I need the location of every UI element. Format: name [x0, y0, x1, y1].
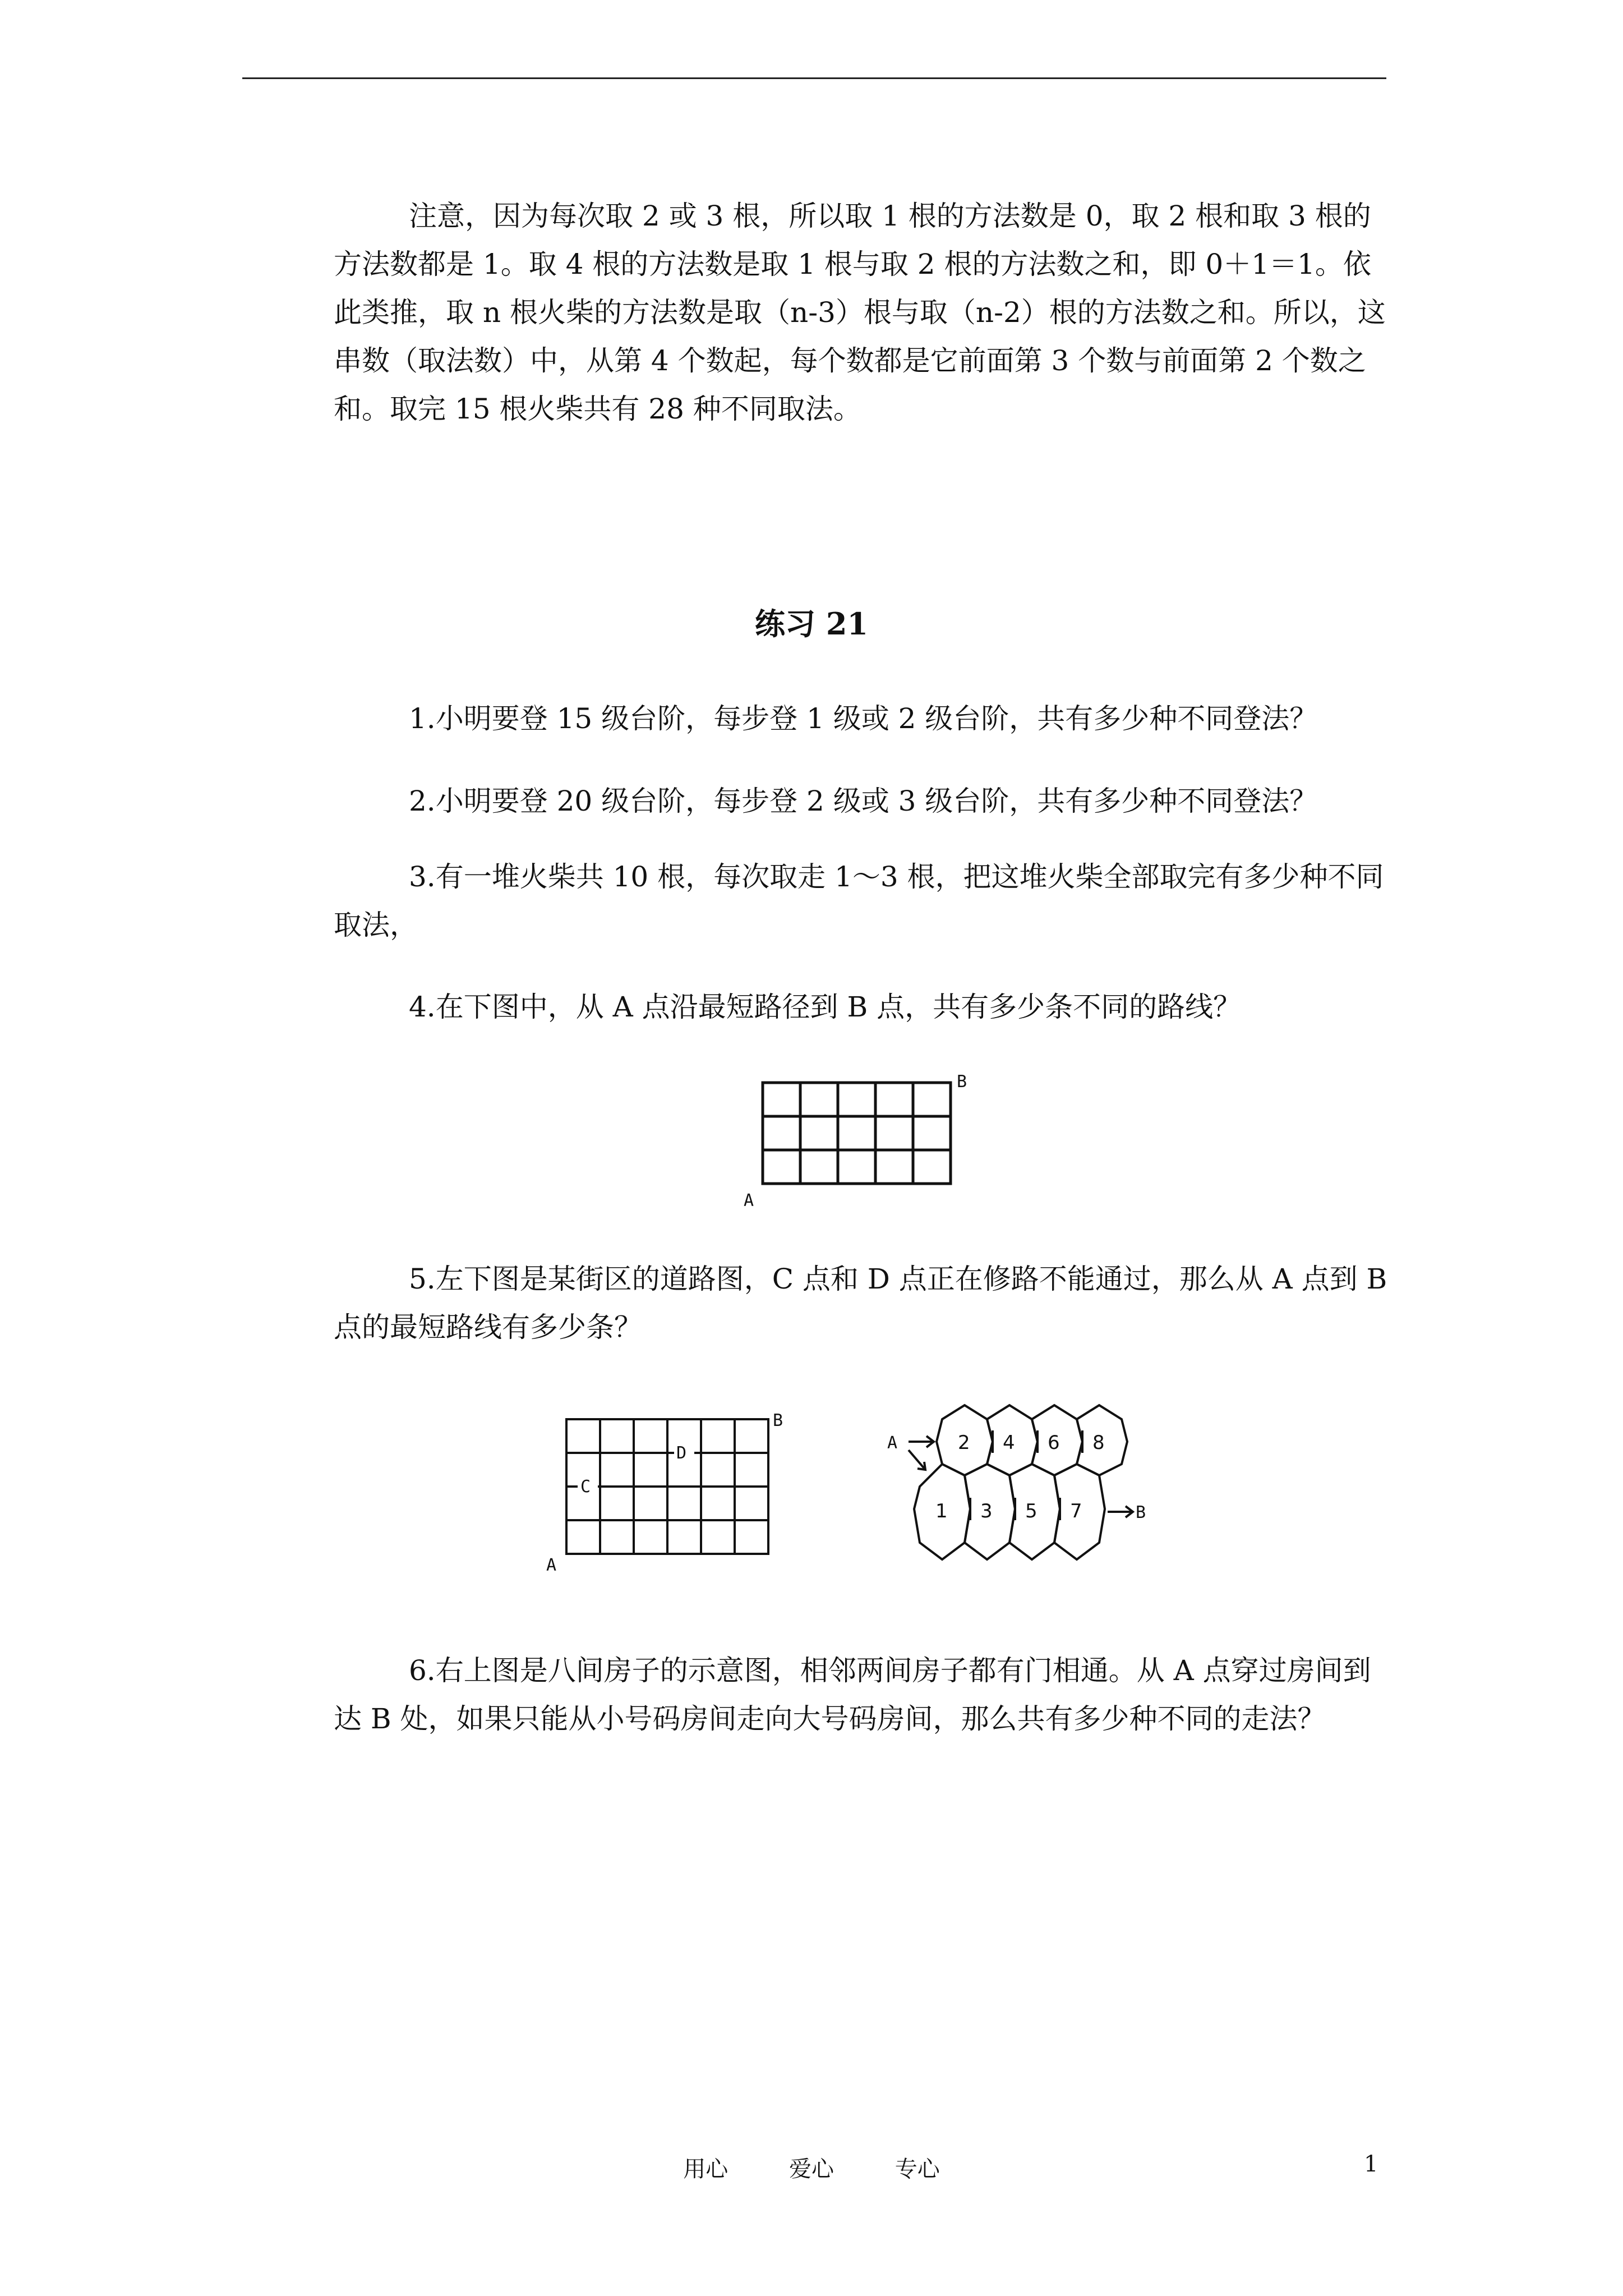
room-6-number: 6 — [1048, 1432, 1060, 1454]
room-3-number: 3 — [980, 1500, 993, 1522]
question-3: 3.有一堆火柴共 10 根，每次取走 1～3 根，把这堆火柴全部取完有多少种不同取法， — [334, 861, 1384, 941]
footer-motto — [0, 2151, 1623, 2183]
question-5: 5.左下图是某街区的道路图，C 点和 D 点正在修路不能通过，那么从 A 点到 B 点的最短路线有多少条？ — [334, 1263, 1387, 1343]
room-7-number: 7 — [1070, 1500, 1082, 1522]
footer-middle: 爱心 — [789, 2156, 834, 2182]
fig5-label-b: B — [773, 1411, 783, 1430]
room-5-number: 5 — [1025, 1500, 1038, 1522]
figure-6-rooms — [886, 1397, 1200, 1588]
section-title: 练习 21 — [755, 606, 868, 642]
fig6-label-a: A — [887, 1433, 898, 1453]
fig4-label-a: A — [744, 1191, 754, 1211]
intro-paragraph: 注意，因为每次取 2 或 3 根，所以取 1 根的方法数是 0，取 2 根和取 3 根的方法数都是 1。取 4 根的方法数是取 1 根与取 2 根的方法数之和，即 0＋1＝1。依此类推，取 n 根火柴的方法数是取（n-3）根与取（n-2）根的方法数之和。所以，这串数（取法数）中，从第 4 个数起，每个数都是它前面第 3 个数与前面第 2 个数之和。取完 15 根火柴共有 28 种不同取法。 — [334, 200, 1386, 425]
footer-left: 用心 — [683, 2156, 728, 2182]
fig4-label-b: B — [957, 1072, 967, 1092]
question-6: 6.右上图是八间房子的示意图，相邻两间房子都有门相通。从 A 点穿过房间到达 B 处，如果只能从小号码房间走向大号码房间，那么共有多少种不同的走法？ — [334, 1654, 1371, 1735]
fig5-label-c: C — [580, 1477, 591, 1497]
question-2: 2.小明要登 20 级台阶，每步登 2 级或 3 级台阶，共有多少种不同登法？ — [409, 785, 1318, 817]
room-1-number: 1 — [935, 1500, 948, 1522]
question-1: 1.小明要登 15 级台阶，每步登 1 级或 2 级台阶，共有多少种不同登法？ — [409, 702, 1318, 735]
page-number: 1 — [1364, 2151, 1378, 2177]
fig6-label-b: B — [1136, 1503, 1146, 1522]
fig5-label-a: A — [546, 1556, 557, 1575]
figure-4-grid — [740, 1071, 987, 1217]
room-4-number: 4 — [1003, 1432, 1015, 1454]
header-rule — [242, 77, 1386, 79]
footer-right: 专心 — [895, 2156, 940, 2182]
room-2-number: 2 — [958, 1432, 970, 1454]
question-4: 4.在下图中，从 A 点沿最短路径到 B 点，共有多少条不同的路线？ — [409, 991, 1242, 1023]
figure-5-street-grid — [544, 1408, 808, 1576]
room-8-number: 8 — [1092, 1432, 1105, 1454]
fig5-label-d: D — [676, 1443, 687, 1463]
